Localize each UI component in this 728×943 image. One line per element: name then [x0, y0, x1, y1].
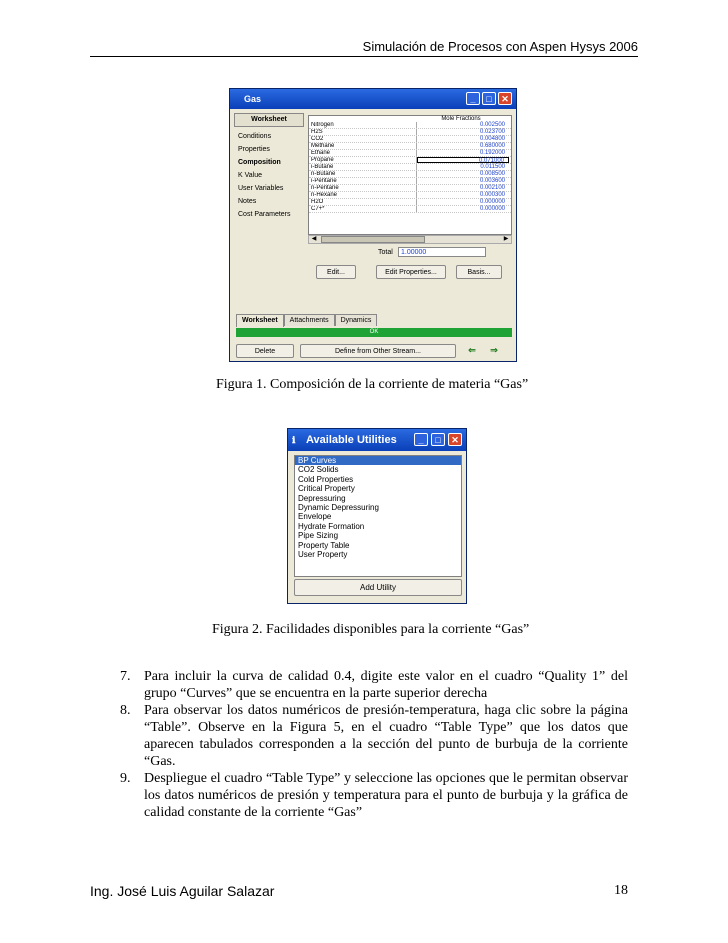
- worksheet-tabs: [236, 314, 377, 326]
- step-text: Para incluir la curva de calidad 0.4, digite este valor en el cuadro “Quality 1” del grupo “Curves” que se encuentra en la parte superior derecha: [144, 669, 628, 701]
- list-item[interactable]: Hydrate Formation: [298, 521, 365, 531]
- table-row[interactable]: [309, 150, 511, 157]
- gas-window-titlebar[interactable]: [230, 89, 516, 109]
- list-item[interactable]: User Property: [298, 549, 348, 559]
- sidebar-item-k-value[interactable]: K Value: [238, 172, 262, 179]
- tab-dynamics[interactable]: Dynamics: [335, 314, 378, 326]
- utilities-window: [287, 428, 467, 604]
- list-item: [120, 770, 628, 821]
- list-item[interactable]: CO2 Solids: [298, 465, 339, 475]
- component-name: n-Pentane: [309, 185, 417, 191]
- scroll-thumb[interactable]: [321, 236, 425, 243]
- sidebar-title: Worksheet: [234, 113, 304, 127]
- mole-fraction-cell[interactable]: 0.008500: [479, 171, 505, 177]
- list-item: [120, 668, 628, 702]
- component-name: H2S: [309, 129, 417, 135]
- table-row[interactable]: [309, 185, 511, 192]
- list-item[interactable]: Dynamic Depressuring: [298, 502, 379, 512]
- table-row[interactable]: [309, 171, 511, 178]
- mole-fraction-cell[interactable]: 0.000000: [479, 199, 505, 205]
- maximize-icon[interactable]: □: [482, 92, 496, 105]
- mole-fraction-cell[interactable]: 0.002500: [479, 122, 505, 128]
- basis-button[interactable]: Basis...: [456, 265, 502, 279]
- worksheet-sidebar: [234, 113, 304, 313]
- tab-attachments[interactable]: Attachments: [284, 314, 335, 326]
- minimize-icon[interactable]: _: [414, 433, 428, 446]
- step-text: Despliegue el cuadro “Table Type” y seleccione las opciones que le permitan observar los datos numéricos de presión y temperatura para el punto de burbuja y la gráfica de calidad constante de la corriente “Gas”: [144, 771, 628, 820]
- hysys-logo-icon: ℹ: [292, 435, 296, 445]
- mole-fraction-cell[interactable]: 0.002100: [479, 185, 505, 191]
- sidebar-item-composition[interactable]: Composition: [238, 159, 281, 166]
- component-name: n-Butane: [309, 171, 417, 177]
- sidebar-item-conditions[interactable]: Conditions: [238, 133, 272, 140]
- figure2-caption: Figura 2. Facilidades disponibles para la corriente “Gas”: [212, 622, 530, 637]
- footer-page-number: 18: [614, 883, 628, 898]
- table-row[interactable]: [309, 206, 511, 213]
- table-row[interactable]: [309, 129, 511, 136]
- table-row[interactable]: [309, 157, 511, 164]
- list-item[interactable]: Property Table: [298, 540, 350, 550]
- sidebar-item-notes[interactable]: Notes: [238, 198, 257, 205]
- component-name: H2O: [309, 199, 417, 205]
- component-name: CO2: [309, 136, 417, 142]
- scroll-left-icon[interactable]: ◀: [311, 236, 317, 242]
- component-name: Ethane: [309, 150, 417, 156]
- mole-fraction-cell[interactable]: 0.071000: [417, 157, 509, 163]
- mole-fraction-cell[interactable]: 0.000000: [479, 206, 505, 212]
- add-utility-button[interactable]: Add Utility: [294, 579, 462, 596]
- step-text: Para observar los datos numéricos de presión-temperatura, haga clic sobre la página “Table”. Observe en la Figura 5, en el cuadro “Table Type” que los datos que aparecen tabulados corresponden a la sección del punto de burbuja de la corriente “Gas.: [144, 703, 628, 769]
- total-value: 1.00000: [398, 247, 486, 257]
- mole-fraction-cell[interactable]: 0.680000: [479, 143, 505, 149]
- status-bar: OK: [236, 328, 512, 337]
- table-row[interactable]: [309, 122, 511, 129]
- step-number: 8.: [120, 703, 131, 718]
- tab-worksheet[interactable]: Worksheet: [236, 314, 284, 327]
- mole-fractions-header: Mole Fractions: [441, 116, 481, 122]
- arrow-left-icon[interactable]: ⇐: [468, 345, 476, 355]
- component-name: C7+*: [309, 206, 417, 212]
- figure1-caption: Figura 1. Composición de la corriente de materia “Gas”: [216, 377, 529, 392]
- edit-properties-button[interactable]: Edit Properties...: [376, 265, 446, 279]
- mole-fraction-cell[interactable]: 0.003600: [479, 178, 505, 184]
- gas-window: [229, 88, 517, 362]
- mole-fraction-cell[interactable]: 0.000300: [479, 192, 505, 198]
- table-row[interactable]: [309, 143, 511, 150]
- composition-grid: [308, 115, 512, 235]
- component-name: i-Butane: [309, 164, 417, 170]
- list-item[interactable]: Depressuring: [298, 493, 346, 503]
- list-item[interactable]: BP Curves: [295, 456, 461, 465]
- utilities-list: [294, 455, 462, 577]
- list-item[interactable]: Cold Properties: [298, 474, 354, 484]
- table-row[interactable]: [309, 164, 511, 171]
- sidebar-item-cost-parameters[interactable]: Cost Parameters: [238, 211, 291, 218]
- step-number: 7.: [120, 669, 131, 684]
- table-row[interactable]: [309, 199, 511, 206]
- list-item[interactable]: Envelope: [298, 512, 332, 522]
- component-name: i-Pentane: [309, 178, 417, 184]
- define-from-other-stream-button[interactable]: Define from Other Stream...: [300, 344, 456, 358]
- close-icon[interactable]: ✕: [448, 433, 462, 446]
- delete-button[interactable]: Delete: [236, 344, 294, 358]
- utilities-title: Available Utilities: [306, 434, 397, 446]
- table-row[interactable]: [309, 136, 511, 143]
- maximize-icon[interactable]: □: [431, 433, 445, 446]
- arrow-right-icon[interactable]: ⇒: [490, 345, 498, 355]
- mole-fraction-cell[interactable]: 0.192000: [479, 150, 505, 156]
- grid-scrollbar[interactable]: [308, 235, 512, 244]
- component-name: Methane: [309, 143, 417, 149]
- minimize-icon[interactable]: _: [466, 92, 480, 105]
- sidebar-item-user-variables[interactable]: User Variables: [238, 185, 284, 192]
- mole-fraction-cell[interactable]: 0.023700: [479, 129, 505, 135]
- list-item: [120, 702, 628, 770]
- sidebar-item-properties[interactable]: Properties: [238, 146, 270, 153]
- instruction-steps: [120, 668, 628, 821]
- list-item[interactable]: Pipe Sizing: [298, 531, 339, 541]
- footer-author: Ing. José Luis Aguilar Salazar: [90, 883, 275, 899]
- component-name: Propane: [309, 157, 417, 163]
- component-name: n-Hexane: [309, 192, 417, 198]
- gas-window-title: Gas: [244, 94, 262, 104]
- utilities-titlebar[interactable]: [288, 429, 466, 451]
- page-header: Simulación de Procesos con Aspen Hysys 2006: [90, 38, 638, 57]
- edit-button[interactable]: Edit...: [316, 265, 356, 279]
- mole-fraction-cell[interactable]: 0.004800: [479, 136, 505, 142]
- close-icon[interactable]: ✕: [498, 92, 512, 105]
- list-item[interactable]: Critical Property: [298, 484, 355, 494]
- table-row[interactable]: [309, 192, 511, 199]
- scroll-right-icon[interactable]: ▶: [503, 236, 509, 242]
- mole-fraction-cell[interactable]: 0.011500: [480, 164, 505, 170]
- table-row[interactable]: [309, 178, 511, 185]
- total-label: Total: [378, 249, 393, 256]
- component-name: Nitrogen: [309, 122, 417, 128]
- step-number: 9.: [120, 771, 131, 786]
